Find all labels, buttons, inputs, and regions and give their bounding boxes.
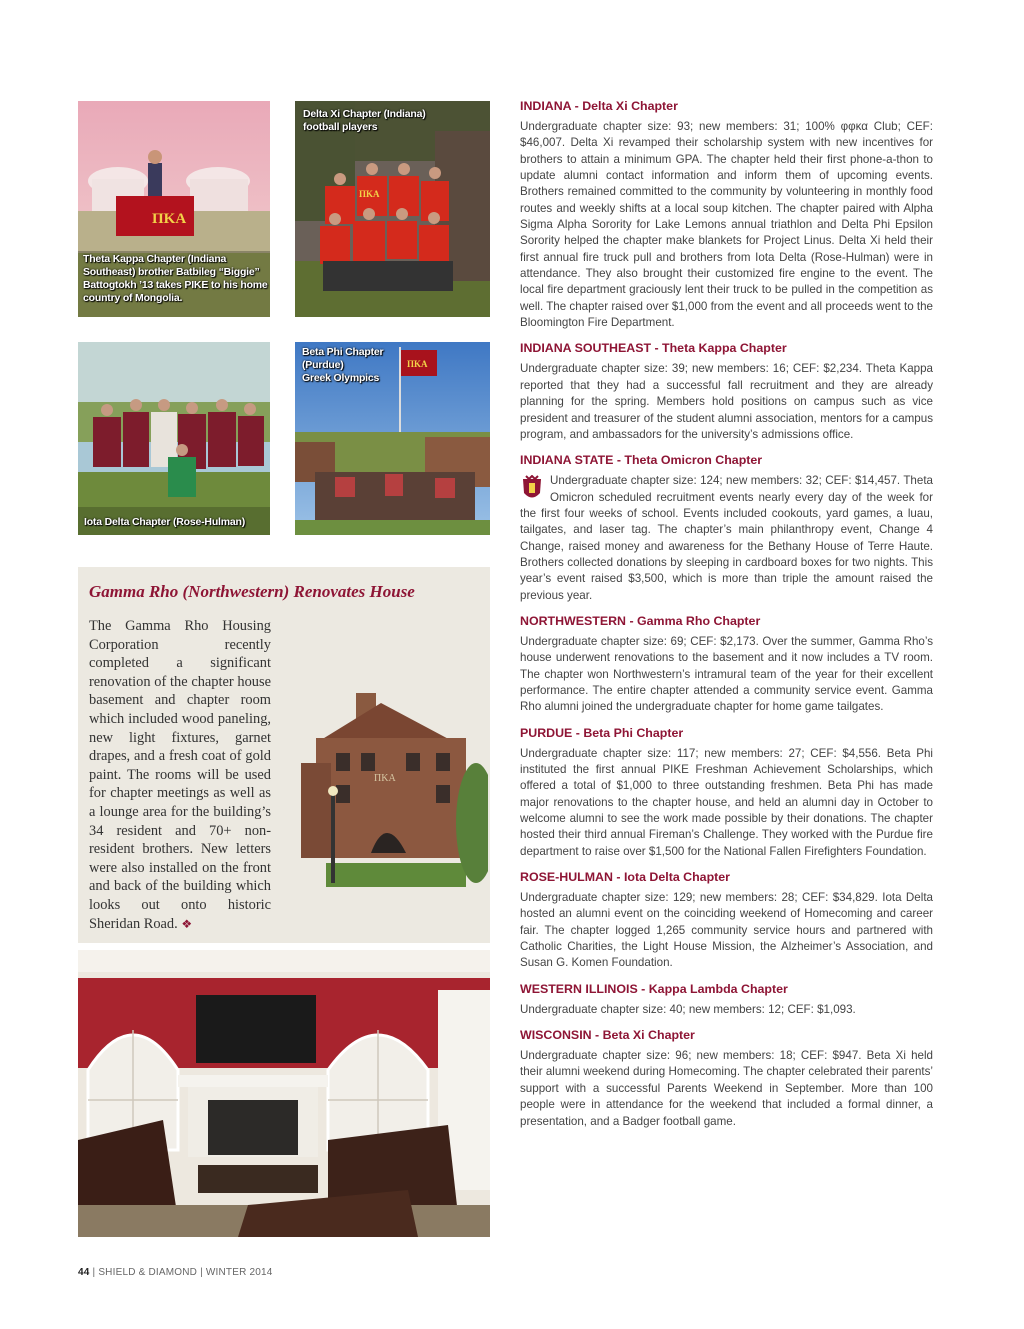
school-name: PURDUE bbox=[520, 725, 573, 740]
school-name: INDIANA SOUTHEAST bbox=[520, 341, 652, 356]
page-footer bbox=[78, 1267, 273, 1278]
chapter-name: Theta Kappa Chapter bbox=[662, 341, 787, 356]
photo-purdue bbox=[295, 342, 490, 535]
chapter-text-content: Undergraduate chapter size: 40; new members: 12; CEF: $1,093. bbox=[520, 1002, 856, 1016]
chapter-text-content: Undergraduate chapter size: 69; CEF: $2,173. Over the summer, Gamma Rho’s house underwent renovations to the basement and it now includes a TV room. The chapter won Northwestern’s intramural team of the year for their excellent performance. The entire chapter attended a community service event. Gamma Rho alumni joined the undergraduate chapter for home game tailgates. bbox=[520, 634, 933, 714]
chapter-name: Beta Xi Chapter bbox=[602, 1028, 695, 1043]
end-mark-icon: ❖ bbox=[181, 916, 193, 931]
school-name: WISCONSIN bbox=[520, 1028, 592, 1043]
chapter-name: Theta Omicron Chapter bbox=[624, 453, 763, 468]
chapter-text-content: Undergraduate chapter size: 117; new members: 27; CEF: $4,556. Beta Phi instituted the first annual PIKE Freshman Achievement Scholarships, which offered a total of $1,000 to three outstanding freshmen. Beta Phi has made major renovations to the chapter house, and held an alumni day in October to welcome alumni to see the work made possible by their donations. The chapter hosted their third annual Fireman’s Challenge. They worked with the Purdue fire department to raise over $1,500 for the National Fallen Firefighters Foundation. bbox=[520, 746, 933, 858]
chapter-section bbox=[520, 981, 933, 1018]
chapter-text-content: Undergraduate chapter size: 124; new members: 32; CEF: $14,457. Theta Omicron scheduled recruitment events nearly every day of the week for the first four weeks of school. Events included cookouts, yard games, a luau, tailgates, and laser tag. The chapter’s main philanthropy event, Change 4 Change, raised money and awareness for the Bethany House of Terre Haute. Brothers collected donations by sleeping in cardboard boxes for two nights. This year’s event raised $3,500, which is more than triple the amount raised the previous year. bbox=[520, 474, 933, 602]
chapter-text-content: Undergraduate chapter size: 96; new members: 18; CEF: $947. Beta Xi held their alumni weekend during Homecoming. The chapter celebrated their parents’ support with a successful Parents Weekend in September. More than 100 people were in attendance for the weekend that included a formal dinner, a presentation, and a Badger football game. bbox=[520, 1049, 933, 1128]
chapter-text-content: Undergraduate chapter size: 129; new members: 28; CEF: $34,829. Iota Delta hosted an alumni event on the coinciding weekend of Homecoming and career fair. The chapter logged 1,265 community service hours and partnered with Catholic Charities, the Light House Mission, the Alzheimer’s Association, and Susan G. Komen Foundation. bbox=[520, 891, 933, 970]
photo-caption-football: Delta Xi Chapter (Indiana) football players bbox=[303, 108, 426, 133]
footer-separator: | bbox=[200, 1267, 203, 1278]
issue-date: WINTER 2014 bbox=[205, 1267, 273, 1278]
photo-football bbox=[295, 101, 490, 317]
chapter-name: Delta Xi Chapter bbox=[582, 99, 678, 113]
sidebar-story bbox=[78, 567, 490, 943]
chapter-text bbox=[520, 473, 933, 604]
school-name: WESTERN ILLINOIS bbox=[520, 981, 638, 996]
heading-dash: - bbox=[651, 341, 663, 356]
chapter-heading bbox=[520, 613, 933, 629]
photo-living-room bbox=[78, 950, 490, 1237]
heading-dash: - bbox=[612, 870, 624, 885]
footer-separator: | bbox=[92, 1267, 96, 1278]
chapter-heading bbox=[520, 340, 933, 356]
chapter-name: Iota Delta Chapter bbox=[623, 870, 730, 885]
heading-dash: - bbox=[626, 613, 638, 628]
chapter-text bbox=[520, 1048, 933, 1130]
heading-dash: - bbox=[571, 99, 583, 113]
chapter-text bbox=[520, 361, 933, 443]
photo-chapter-house bbox=[286, 673, 488, 901]
page-number: 44 bbox=[78, 1267, 90, 1278]
chapter-section bbox=[520, 869, 933, 972]
chapter-crest-icon bbox=[520, 475, 544, 503]
chapter-text-content: Undergraduate chapter size: 39; new members: 16; CEF: $2,234. Theta Kappa reported that they had a successful fall recruitment and they are already planning for the spring. Members hold positions on campus such as vice president and treasurer of the student alumni association, mentors for a campus program, and ambassadors for the university’s admissions office. bbox=[520, 362, 933, 441]
sidebar-body bbox=[89, 617, 271, 933]
chapter-section bbox=[520, 452, 933, 604]
heading-dash: - bbox=[572, 725, 584, 740]
school-name: NORTHWESTERN bbox=[520, 613, 627, 628]
chapter-heading bbox=[520, 981, 933, 997]
heading-dash: - bbox=[637, 981, 649, 996]
heading-dash: - bbox=[591, 1028, 603, 1043]
photo-caption-rose-hulman: Iota Delta Chapter (Rose-Hulman) bbox=[84, 516, 246, 528]
chapter-heading bbox=[520, 1027, 933, 1043]
photo-caption-mongolia: Theta Kappa Chapter (Indiana Southeast) brother Batbileg “Biggie” Battogtokh ’13 takes PIKE to his home country of Mongolia. bbox=[83, 253, 268, 304]
photo-mongolia bbox=[78, 101, 270, 317]
chapter-reports bbox=[520, 98, 933, 1139]
chapter-text bbox=[520, 746, 933, 860]
chapter-text bbox=[520, 634, 933, 716]
chapter-text bbox=[520, 1002, 933, 1018]
chapter-text bbox=[520, 890, 933, 972]
jersey-letters: ΠΚΑ bbox=[359, 189, 380, 199]
chapter-text bbox=[520, 119, 933, 331]
chapter-heading bbox=[520, 725, 933, 741]
chapter-section bbox=[520, 613, 933, 716]
school-name: INDIANA STATE bbox=[520, 453, 614, 468]
chapter-name: Beta Phi Chapter bbox=[583, 725, 684, 740]
chapter-name: Gamma Rho Chapter bbox=[637, 613, 761, 628]
chapter-heading bbox=[520, 98, 933, 114]
chapter-text-content: Undergraduate chapter size: 93; new members: 31; 100% φφκα Club; CEF: $46,007. Delta Xi revamped their scholarship system with new incentives for brothers to attain a minimum GPA. The chapter held their first phone-a-thon to update alumni contact information and inform them of upcoming events. Brothers remained committed to the community by volunteering in monthly food routes and weekly shifts at a local soup kitchen. The chapter paired with Alpha Sigma Alpha Sorority for Lake Lemons annual triathlon and Delta Phi Epsilon Sorority helped the chapter make blankets for Project Linus. Delta Xi held their first annual fire truck pull and brothers from Iota Delta (Rose-Hulman) were in attendance. They also brought their customized fire engine to the event. The local fire department graciously lent their truck to be pulled in the competition as well. The chapter raised over $1,000 from the event and all proceeds went to the Bloomington Fire Department. bbox=[520, 120, 933, 330]
chapter-name: Kappa Lambda Chapter bbox=[648, 981, 788, 996]
chapter-heading bbox=[520, 452, 933, 468]
school-name: ROSE-HULMAN bbox=[520, 870, 613, 885]
school-name: INDIANA bbox=[520, 99, 572, 113]
chapter-section bbox=[520, 98, 933, 331]
building-letters: ΠΚΑ bbox=[374, 773, 396, 784]
sidebar-title: Gamma Rho (Northwestern) Renovates House bbox=[89, 582, 415, 601]
photo-caption-purdue: Beta Phi Chapter (Purdue) Greek Olympics bbox=[302, 346, 384, 384]
chapter-section bbox=[520, 725, 933, 860]
chapter-heading bbox=[520, 869, 933, 885]
publication-name: SHIELD & DIAMOND bbox=[98, 1267, 198, 1278]
chapter-section bbox=[520, 1027, 933, 1130]
chapter-section bbox=[520, 340, 933, 443]
flag-letters: ΠΚΑ bbox=[152, 211, 187, 227]
sidebar-body-text: The Gamma Rho Housing Corporation recently completed a significant renovation of the chapter house basement and chapter room which included wood paneling, new light fixtures, garnet drapes, and a fresh coat of gold paint. The rooms will be used for chapter meetings as well as a lounge area for the building’s 34 resident and 70+ non-resident brothers. New letters were also installed on the front and back of the building which looks out onto historic Sheridan Road. bbox=[89, 618, 271, 932]
heading-dash: - bbox=[613, 453, 625, 468]
flag-letters-purdue: ΠΚΑ bbox=[407, 359, 428, 369]
photo-rose-hulman bbox=[78, 342, 270, 535]
